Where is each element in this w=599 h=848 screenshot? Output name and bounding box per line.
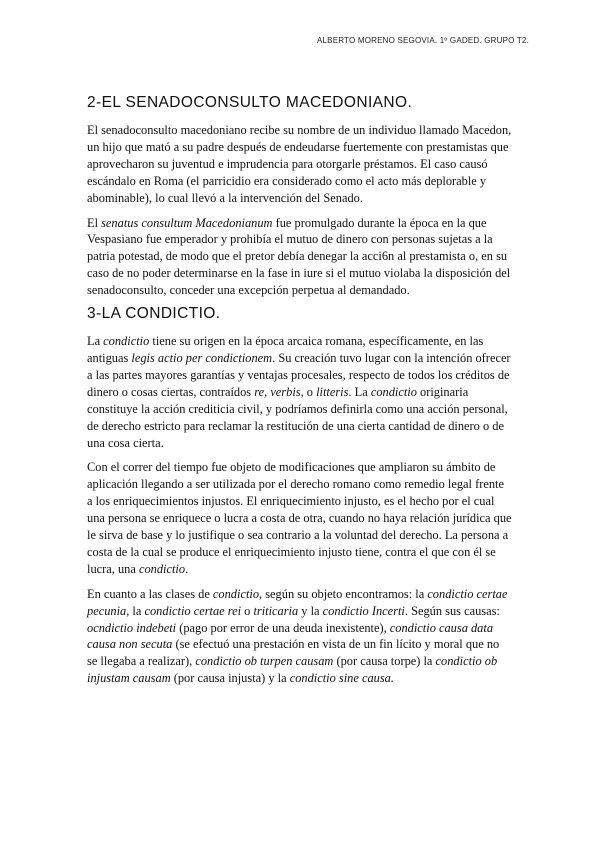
paragraph: En cuanto a las clases de condictio, según su objeto encontramos: la condictio certae pecunia, la condictio certae rei o triticaria y la condictio Incerti. Según sus causas: ocndictio indebeti (pago por error de una deuda inexistente), condictio causa data causa non secuta (se efectuó una prestación en vista de un fin lícito y moral que no se llegaba a realizar), condictio ob turpen causam (por causa torpe) la condictio ob injustam causam (por causa injusta) y la condictio sine causa.: [87, 586, 508, 686]
italic-term: verbis: [270, 384, 301, 399]
italic-term: condictio certae rei: [144, 603, 242, 618]
paragraph: El senadoconsulto macedoniano recibe su nombre de un individuo llamado Macedon, un hijo que mató a su padre después de endeudarse fuertemente con prestamistas que aprovecharon su juventud e imprudencia para otorgarle préstamos. El caso causó escándalo en Roma (el parricidio era considerado como el acto más deplorable y abominable), lo cual llevó a la intervención del Senado.: [87, 123, 512, 205]
italic-term: litteris: [316, 384, 349, 399]
italic-term: condictio ob injustam causam: [87, 654, 498, 686]
italic-term: condictio certae pecunia: [87, 586, 508, 618]
italic-term: condictio: [138, 561, 186, 576]
italic-term: ocndictio indebeti: [87, 620, 177, 635]
italic-term: condictio sine causa.: [289, 671, 394, 686]
section-title-senadoconsulto: 2-EL SENADOCONSULTO MACEDONIANO.: [87, 94, 413, 111]
section-title-condictio: 3-LA CONDICTIO.: [87, 305, 221, 323]
italic-term: condictio ob turpen causam: [195, 654, 334, 669]
italic-term: senatus consultum Macedonianum: [101, 215, 273, 230]
italic-term: condictio Incerti: [322, 603, 405, 618]
italic-term: condictio causa data causa non secuta: [87, 620, 494, 652]
italic-term: condictio: [370, 384, 417, 399]
paragraph: El senatus consultum Macedonianum fue promulgado durante la época en la que Vespasiano fue emperador y prohibía el mutuo de dinero con personas sujetas a la patria potestad, de modo que el pretor debía denegar la acci6n al prestamista o, en su caso de no poder determinarse en la fase in iure si el mutuo violaba la disposición del senadoconsulto, conceder una excepción perpetua al demandado.: [87, 215, 511, 298]
paragraph: Con el correr del tiempo fue objeto de modificaciones que ampliaron su ámbito de aplicación llegando a ser utilizada por el derecho romano como remedio legal frente a los enriquecimientos injustos. El enriquecimiento injusto, es el hecho por el cual una persona se enriquece o lucra a costa de otra, cuando no haya relación jurídica que le sirva de base y lo justifique o sea contrario a la voluntad del derecho. La persona a costa de la cual se produce el enriquecimiento injusto tiene, contra el que con él se lucra, una condictio.: [87, 460, 512, 576]
italic-term: re: [254, 384, 265, 399]
italic-term: condictio: [103, 334, 150, 349]
paragraph: La condictio tiene su origen en la época arcaica romana, específicamente, en las antiguas legis actio per condictionem. Su creación tuvo lugar con la intención ofrecer a las partes mayores garantías y ventajas procesales, respecto de todos los créditos de dinero o cosas ciertas, contraídos re, verbis, o litteris. La condictio originaria constituye la acción crediticia civil, y podríamos definirla como una acción personal, de derecho estricto para reclamar la restitución de una cierta cantidad de dinero o de una cosa cierta.: [87, 334, 511, 450]
italic-term: legis actio per condictionem: [131, 350, 273, 365]
page-header: ALBERTO MORENO SEGOVIA. 1º GADED. GRUPO T2.: [316, 36, 529, 45]
italic-term: condictio: [212, 586, 260, 601]
document-body: [87, 94, 512, 695]
italic-term: triticaria: [253, 603, 299, 618]
